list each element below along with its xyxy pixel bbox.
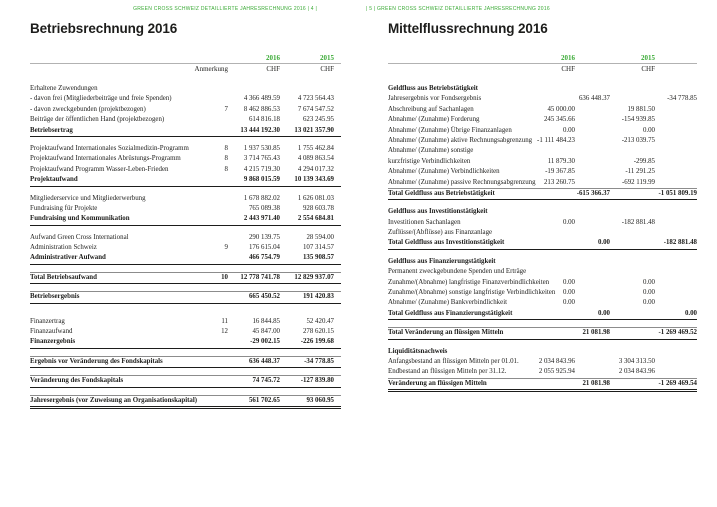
row-value-y2016_detail: 45 000.00 bbox=[547, 105, 575, 113]
row-value-y2016_total: 0.00 bbox=[597, 239, 610, 247]
row-value-y2016: 290 139.75 bbox=[248, 233, 280, 241]
table-row bbox=[30, 126, 341, 137]
table-row bbox=[388, 207, 697, 217]
table-header bbox=[388, 53, 697, 74]
row-value-y2016: 4 215 719.30 bbox=[243, 165, 280, 173]
row-label: Ergebnis vor Veränderung des Fondskapitals bbox=[30, 357, 163, 365]
row-label: kurzfristige Verbindlichkeiten bbox=[388, 157, 471, 165]
table-row bbox=[30, 214, 341, 225]
row-label: Beiträge der öffentlichen Hand (projektbezogen) bbox=[30, 116, 165, 124]
table-row bbox=[388, 94, 697, 104]
column-header-2016: 2016 bbox=[266, 54, 280, 62]
unit-header-row bbox=[388, 64, 697, 74]
table-row bbox=[30, 243, 341, 253]
row-value-y2015_detail: -213 039.75 bbox=[621, 136, 655, 144]
row-value-y2015_detail: -299.85 bbox=[633, 157, 655, 165]
row-value-y2015_total: -34 778.85 bbox=[667, 95, 697, 103]
year-header-row bbox=[30, 53, 341, 63]
row-value-y2016_detail: 2 034 843.96 bbox=[538, 357, 575, 365]
table-row bbox=[388, 167, 697, 177]
row-label: Zuflüsse/(Abflüsse) aus Finanzanlage bbox=[388, 229, 493, 237]
row-label: Total Geldfluss aus Investitionstätigkeit bbox=[388, 239, 505, 247]
unit-header-row bbox=[30, 64, 341, 74]
row-value-y2015: -127 839.80 bbox=[300, 377, 334, 385]
table-row bbox=[388, 309, 697, 320]
column-header-2015: 2015 bbox=[320, 54, 334, 62]
row-value-y2015_total: -1 269 469.52 bbox=[658, 329, 697, 337]
page-betriebsrechnung bbox=[0, 0, 358, 507]
table-row bbox=[388, 267, 697, 277]
row-value-y2016: 466 754.79 bbox=[248, 254, 280, 262]
row-value-y2015_total: -1 051 809.19 bbox=[658, 189, 697, 197]
row-label: Geldfluss aus Finanzierungstätigkeit bbox=[388, 257, 496, 265]
column-header-anmerkung: Anmerkung bbox=[194, 65, 228, 73]
row-label: Total Veränderung an flüssigen Mitteln bbox=[388, 329, 504, 337]
column-header-chf-2016: CHF bbox=[266, 65, 280, 73]
table-row bbox=[30, 337, 341, 348]
table-row bbox=[388, 218, 697, 228]
row-label: Finanzaufwand bbox=[30, 328, 73, 336]
table-row bbox=[30, 144, 341, 154]
table-row bbox=[30, 291, 341, 303]
table-row bbox=[30, 105, 341, 115]
row-label: Abnahme/ (Zunahme) aktive Rechnungsabgrenzung bbox=[388, 136, 533, 144]
row-label: Total Geldfluss aus Finanzierungstätigkeit bbox=[388, 309, 513, 317]
row-value-y2015_total: 0.00 bbox=[684, 309, 697, 317]
running-header-left: GREEN CROSS SCHWEIZ DETAILLIERTE JAHRESRECHNUNG 2016 | 4 | bbox=[133, 6, 317, 12]
row-label: Liquiditätsnachweis bbox=[388, 347, 448, 355]
table-header bbox=[30, 53, 341, 74]
column-header-chf-2016: CHF bbox=[561, 65, 575, 73]
table-row bbox=[388, 105, 697, 115]
table-row bbox=[30, 356, 341, 368]
row-value-y2015_total: -182 881.48 bbox=[663, 239, 697, 247]
table-row bbox=[388, 84, 697, 94]
row-value-y2015: 928 603.78 bbox=[302, 204, 334, 212]
row-value-y2015: 28 594.00 bbox=[306, 233, 334, 241]
row-value-y2016: 3 714 765.43 bbox=[243, 155, 280, 163]
row-label: Veränderung des Fondskapitals bbox=[30, 377, 124, 385]
row-value-anm: 7 bbox=[224, 105, 228, 113]
row-value-y2015_detail: 0.00 bbox=[642, 289, 655, 297]
row-label: Mitgliederservice und Mitgliederwerbung bbox=[30, 194, 146, 202]
column-header-2015: 2015 bbox=[641, 54, 655, 62]
table-row bbox=[30, 375, 341, 387]
column-header-chf-2015: CHF bbox=[320, 65, 334, 73]
table-row bbox=[388, 257, 697, 267]
row-value-y2015: 191 420.83 bbox=[302, 293, 334, 301]
table-row bbox=[30, 154, 341, 164]
table-row bbox=[30, 115, 341, 125]
row-value-y2015: 623 245.95 bbox=[302, 116, 334, 124]
row-value-anm: 10 bbox=[221, 273, 228, 281]
row-value-anm: 8 bbox=[224, 155, 228, 163]
betriebsrechnung-table bbox=[30, 53, 341, 409]
row-label: Zunahme/(Abnahme) langfristige Finanzverbindlichkeiten bbox=[388, 278, 550, 286]
row-value-y2015: 4 089 863.54 bbox=[297, 155, 334, 163]
row-label: Zunahme/(Abnahme) sonstige langfristige Verbindlichkeiten bbox=[388, 289, 556, 297]
table-row bbox=[388, 378, 697, 392]
row-value-y2015_detail: 0.00 bbox=[642, 299, 655, 307]
row-label: Abnahme/ (Zunahme) sonstige bbox=[388, 147, 474, 155]
row-label: Anfangsbestand an flüssigen Mitteln per 01.01. bbox=[388, 357, 519, 365]
row-value-y2016_detail: 245 345.66 bbox=[543, 116, 575, 124]
row-label: Administrativer Aufwand bbox=[30, 254, 106, 262]
table-row bbox=[388, 298, 697, 308]
row-value-y2015_detail: -182 881.48 bbox=[621, 218, 655, 226]
table-row bbox=[388, 115, 697, 125]
row-value-anm: 9 bbox=[224, 244, 228, 252]
row-label: Projektaufwand Internationales Abrüstungs-Programm bbox=[30, 155, 181, 163]
row-value-y2016_detail: 213 260.75 bbox=[543, 178, 575, 186]
row-value-y2015: 2 554 684.81 bbox=[297, 215, 334, 223]
row-label: Total Geldfluss aus Betriebstätigkeit bbox=[388, 189, 495, 197]
row-value-y2015_total: -1 269 469.54 bbox=[658, 379, 697, 387]
table-row bbox=[388, 188, 697, 200]
row-value-y2015: 107 314.57 bbox=[302, 244, 334, 252]
row-label: Geldfluss aus Investitionstätigkeit bbox=[388, 208, 488, 216]
row-label: Administration Schweiz bbox=[30, 244, 97, 252]
row-value-y2016: 12 778 741.78 bbox=[240, 273, 280, 281]
row-label: Investitionen Sachanlagen bbox=[388, 218, 461, 226]
column-header-chf-2015: CHF bbox=[641, 65, 655, 73]
row-value-y2015: 10 139 343.69 bbox=[294, 176, 334, 184]
table-body bbox=[388, 84, 697, 392]
row-value-y2016: 4 366 489.59 bbox=[243, 95, 280, 103]
row-value-y2016_detail: 0.00 bbox=[562, 289, 575, 297]
row-value-y2016: 9 868 015.59 bbox=[243, 176, 280, 184]
row-value-y2016_detail: -1 111 484.23 bbox=[537, 136, 575, 144]
row-value-y2015: 7 674 547.52 bbox=[297, 105, 334, 113]
table-row bbox=[30, 175, 341, 186]
row-value-y2016: 614 816.18 bbox=[248, 116, 280, 124]
row-value-y2015: 1 626 081.03 bbox=[297, 194, 334, 202]
row-value-y2015: -226 199.68 bbox=[300, 338, 334, 346]
row-value-y2016: 8 462 886.53 bbox=[243, 105, 280, 113]
table-row bbox=[388, 228, 697, 238]
table-row bbox=[30, 317, 341, 327]
row-value-y2015: 4 294 017.32 bbox=[297, 165, 334, 173]
table-row bbox=[388, 238, 697, 249]
table-row bbox=[30, 194, 341, 204]
row-label: Finanzergebnis bbox=[30, 338, 76, 346]
row-value-y2015_detail: -154 939.85 bbox=[621, 116, 655, 124]
row-value-y2016_detail: -19 367.85 bbox=[545, 168, 575, 176]
row-value-y2016: 636 448.37 bbox=[248, 357, 280, 365]
row-value-y2015_detail: 0.00 bbox=[642, 278, 655, 286]
table-row bbox=[30, 253, 341, 264]
row-value-anm: 12 bbox=[221, 328, 228, 336]
row-label: Veränderung an flüssigen Mitteln bbox=[388, 379, 487, 387]
row-value-y2016_detail: 11 879.30 bbox=[547, 157, 575, 165]
row-value-y2016_detail: 2 055 925.94 bbox=[538, 368, 575, 376]
row-label: Abnahme/ (Zunahme) Bankverbindlichkeit bbox=[388, 299, 508, 307]
table-row bbox=[388, 146, 697, 156]
row-value-y2016: 74 745.72 bbox=[252, 377, 280, 385]
row-value-y2016_total: 21 081.98 bbox=[582, 329, 610, 337]
row-value-y2016: 1 678 882.02 bbox=[243, 194, 280, 202]
row-label: Erhaltene Zuwendungen bbox=[30, 85, 98, 92]
running-header-right: | 5 | GREEN CROSS SCHWEIZ DETAILLIERTE JAHRESRECHNUNG 2016 bbox=[366, 6, 550, 12]
table-row bbox=[30, 94, 341, 104]
row-value-y2015: 12 829 937.07 bbox=[294, 273, 334, 281]
table-row bbox=[388, 288, 697, 298]
row-value-y2016_total: 0.00 bbox=[597, 309, 610, 317]
row-label: Jahresergebnis (vor Zuweisung an Organisationskapital) bbox=[30, 396, 198, 404]
row-value-anm: 11 bbox=[221, 317, 228, 325]
table-row bbox=[30, 165, 341, 175]
row-label: Fundraising für Projekte bbox=[30, 204, 98, 212]
row-value-y2016: 765 089.38 bbox=[248, 204, 280, 212]
table-row bbox=[30, 272, 341, 284]
row-value-y2015: 1 755 462.84 bbox=[297, 144, 334, 152]
row-label: Permanent zweckgebundene Spenden und Erträge bbox=[388, 268, 527, 276]
row-value-y2015_detail: 3 304 313.50 bbox=[618, 357, 655, 365]
row-label: Abnahme/ (Zunahme) passive Rechnungsabgrenzung bbox=[388, 178, 536, 186]
row-value-y2016: 45 847.00 bbox=[252, 328, 280, 336]
row-value-y2015: 93 060.95 bbox=[306, 396, 334, 404]
column-header-2016: 2016 bbox=[561, 54, 575, 62]
row-value-y2015: -34 778.85 bbox=[304, 357, 334, 365]
table-row bbox=[388, 357, 697, 367]
row-label: Betriebsergebnis bbox=[30, 293, 80, 301]
table-body bbox=[30, 84, 341, 409]
row-value-y2016_total: 21 081.98 bbox=[582, 379, 610, 387]
row-value-y2015: 4 723 564.43 bbox=[297, 95, 334, 103]
row-label: - davon zweckgebunden (projektbezogen) bbox=[30, 105, 146, 113]
row-value-y2016_detail: 0.00 bbox=[562, 278, 575, 286]
row-label: Total Betriebsaufwand bbox=[30, 273, 97, 281]
row-value-y2016_total: -615 366.37 bbox=[576, 189, 610, 197]
row-value-y2016: 1 937 530.85 bbox=[243, 144, 280, 152]
year-header-row bbox=[388, 53, 697, 63]
row-value-y2016_detail: 0.00 bbox=[562, 299, 575, 307]
row-value-y2016_total: 636 448.37 bbox=[578, 95, 610, 103]
table-row bbox=[388, 157, 697, 167]
row-label: Projektaufwand bbox=[30, 176, 78, 184]
row-value-y2015_detail: -11 291.25 bbox=[625, 168, 655, 176]
table-row bbox=[30, 84, 341, 94]
row-label: Geldfluss aus Betriebstätigkeit bbox=[388, 85, 478, 92]
row-value-y2015_detail: 2 034 843.96 bbox=[618, 368, 655, 376]
row-value-y2016: 665 450.52 bbox=[248, 293, 280, 301]
page-title: Betriebsrechnung 2016 bbox=[30, 21, 178, 36]
mittelflussrechnung-table bbox=[388, 53, 697, 392]
table-row bbox=[30, 204, 341, 214]
row-label: Abnahme/ (Zunahme) Verbindlichkeiten bbox=[388, 168, 500, 176]
table-row bbox=[388, 136, 697, 146]
page-mittelflussrechnung bbox=[358, 0, 717, 507]
table-row bbox=[30, 233, 341, 243]
row-value-y2016: 561 702.65 bbox=[248, 396, 280, 404]
row-label: Projektaufwand Internationales Sozialmedizin-Programm bbox=[30, 144, 189, 152]
row-label: Abschreibung auf Sachanlagen bbox=[388, 105, 474, 113]
row-label: - davon frei (Mitgliederbeiträge und freie Spenden) bbox=[30, 95, 172, 103]
row-value-y2015_detail: 0.00 bbox=[642, 126, 655, 134]
row-value-anm: 8 bbox=[224, 165, 228, 173]
row-value-y2016: 2 443 971.40 bbox=[243, 215, 280, 223]
row-value-y2016: 16 844.85 bbox=[252, 317, 280, 325]
page-title: Mittelflussrechnung 2016 bbox=[388, 21, 548, 36]
row-value-y2015: 13 021 357.90 bbox=[294, 126, 334, 134]
row-label: Projektaufwand Programm Wasser-Leben-Frieden bbox=[30, 165, 169, 173]
table-row bbox=[388, 178, 697, 188]
table-row bbox=[30, 395, 341, 409]
row-value-y2015: 52 420.47 bbox=[306, 317, 334, 325]
row-label: Aufwand Green Cross International bbox=[30, 233, 129, 241]
table-row bbox=[30, 327, 341, 337]
row-value-anm: 8 bbox=[224, 144, 228, 152]
row-label: Betriebsertrag bbox=[30, 126, 73, 134]
row-label: Fundraising und Kommunikation bbox=[30, 215, 130, 223]
table-row bbox=[388, 347, 697, 357]
row-value-y2015: 135 908.57 bbox=[302, 254, 334, 262]
row-value-y2016: -29 002.15 bbox=[250, 338, 280, 346]
row-value-y2016: 176 615.04 bbox=[248, 244, 280, 252]
table-row bbox=[388, 327, 697, 339]
row-label: Finanzertrag bbox=[30, 317, 65, 325]
row-value-y2016_detail: 0.00 bbox=[562, 218, 575, 226]
table-row bbox=[388, 367, 697, 377]
row-value-y2015_detail: -692 119.99 bbox=[621, 178, 655, 186]
row-label: Endbestand an flüssigen Mitteln per 31.12. bbox=[388, 368, 507, 376]
table-row bbox=[388, 278, 697, 288]
row-label: Abnahme/ (Zunahme) Forderung bbox=[388, 116, 480, 124]
row-value-y2016: 13 444 192.30 bbox=[240, 126, 280, 134]
row-label: Jahresergebnis vor Fondsergebnis bbox=[388, 95, 482, 103]
table-row bbox=[388, 126, 697, 136]
row-value-y2015_detail: 19 881.50 bbox=[627, 105, 655, 113]
row-label: Abnahme/ (Zunahme) Übrige Finanzanlagen bbox=[388, 126, 512, 134]
row-value-y2016_detail: 0.00 bbox=[562, 126, 575, 134]
row-value-y2015: 278 620.15 bbox=[302, 328, 334, 336]
